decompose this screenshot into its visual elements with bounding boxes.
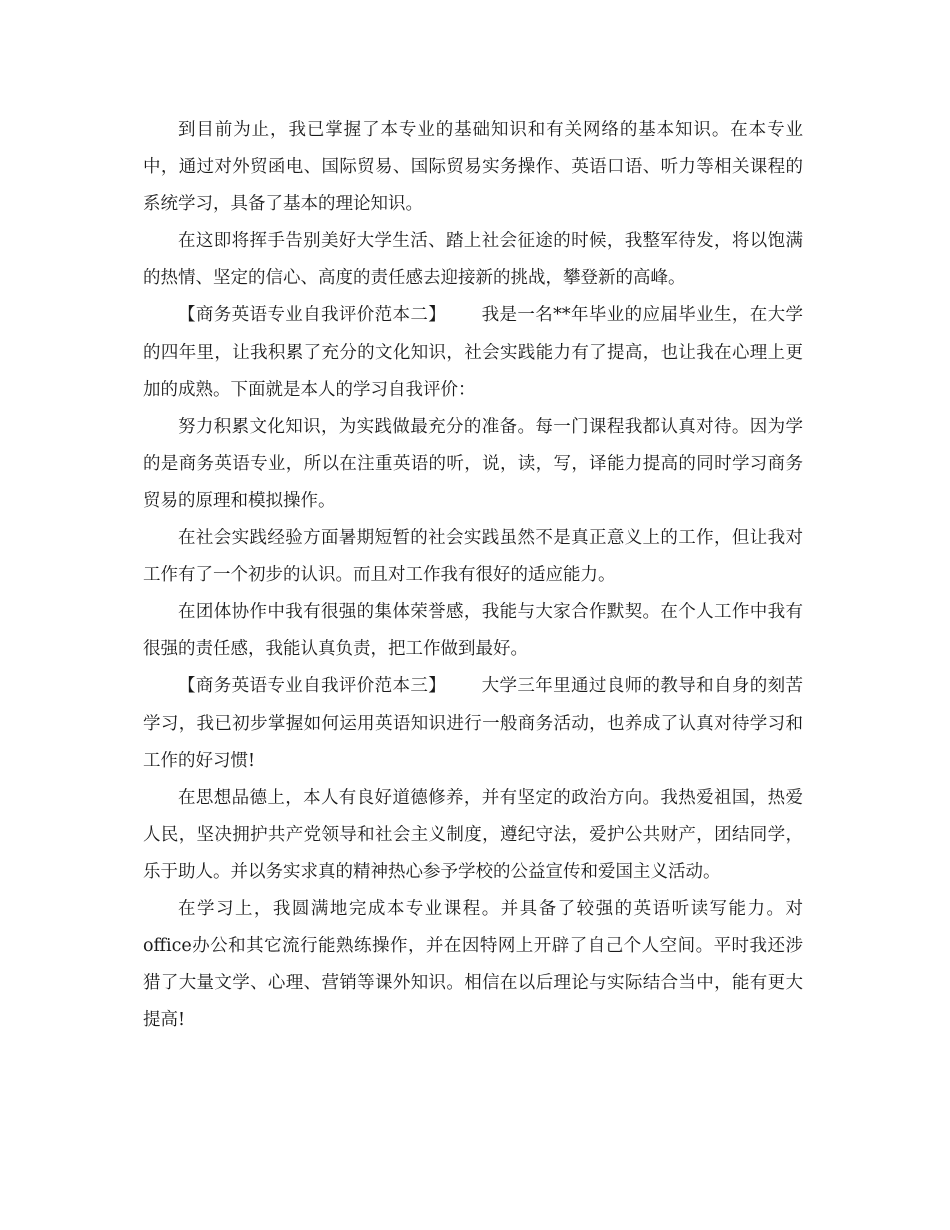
paragraph-sample-two: 【商务英语专业自我评价范本二】 我是一名**年毕业的应届毕业生，在大学的四年里，让我积累了充分的文化知识，社会实践能力有了提高，也让我在心理上更加的成熟。下面就是本人的学习自我评价：	[143, 305, 803, 400]
paragraph-knowledge: 到目前为止，我已掌握了本专业的基础知识和有关网络的基本知识。在本专业中，通过对外贸函电、国际贸易、国际贸易实务操作、英语口语、听力等相关课程的系统学习，具备了基本的理论知识。	[143, 120, 803, 215]
document-body	[143, 112, 803, 1039]
paragraph-farewell: 在这即将挥手告别美好大学生活、踏上社会征途的时候，我整军待发，将以饱满的热情、坚定的信心、高度的责任感去迎接新的挑战，攀登新的高峰。	[143, 231, 803, 289]
paragraph-culture-knowledge: 努力积累文化知识，为实践做最充分的准备。每一门课程我都认真对待。因为学的是商务英语专业，所以在注重英语的听，说，读，写，译能力提高的同时学习商务贸易的原理和模拟操作。	[143, 416, 803, 511]
paragraph-social-practice: 在社会实践经验方面暑期短暂的社会实践虽然不是真正意义上的工作，但让我对工作有了一个初步的认识。而且对工作我有很好的适应能力。	[143, 528, 803, 586]
paragraph-morality: 在思想品德上，本人有良好道德修养，并有坚定的政治方向。我热爱祖国，热爱人民，坚决拥护共产党领导和社会主义制度，遵纪守法，爱护公共财产，团结同学，乐于助人。并以务实求真的精神热心参予学校的公益宣传和爱国主义活动。	[143, 787, 803, 882]
paragraph-teamwork: 在团体协作中我有很强的集体荣誉感，我能与大家合作默契。在个人工作中我有很强的责任感，我能认真负责，把工作做到最好。	[143, 602, 803, 660]
paragraph-sample-three: 【商务英语专业自我评价范本三】 大学三年里通过良师的教导和自身的刻苦学习，我已初步掌握如何运用英语知识进行一般商务活动，也养成了认真对待学习和工作的好习惯!	[143, 676, 803, 771]
paragraph-study: 在学习上，我圆满地完成本专业课程。并具备了较强的英语听读写能力。对office办公和其它流行能熟练操作，并在因特网上开辟了自己个人空间。平时我还涉猎了大量文学、心理、营销等课外知识。相信在以后理论与实际结合当中，能有更大提高!	[143, 898, 803, 1031]
